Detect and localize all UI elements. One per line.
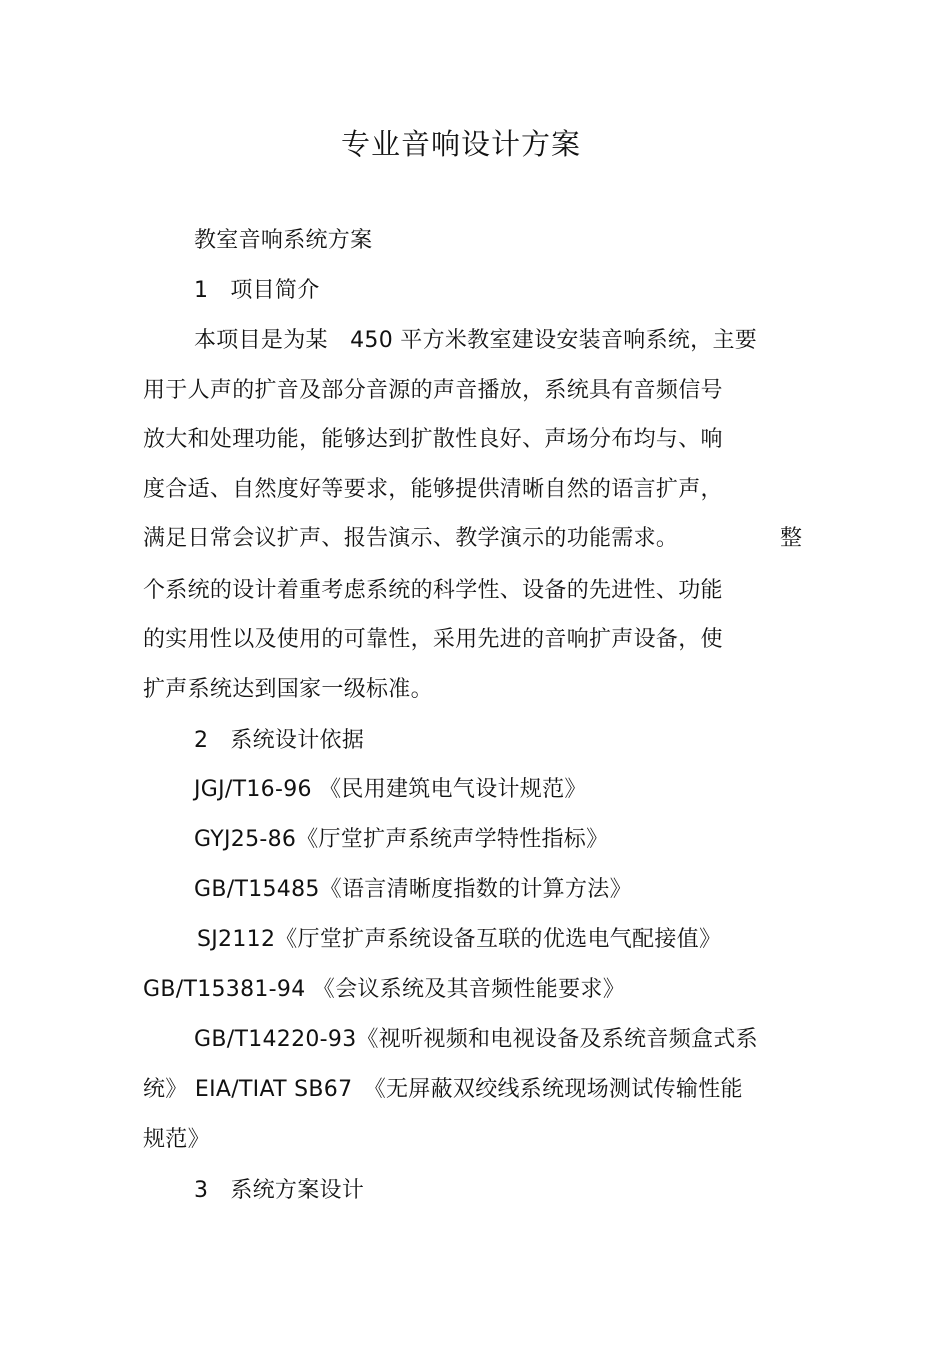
paragraph-line: 扩声系统达到国家一级标准。 xyxy=(143,677,433,702)
standard-item: GB/T14220-93《视听视频和电视设备及系统音频盒式系 xyxy=(194,1027,758,1052)
standard-item: GB/T15381-94 《会议系统及其音频性能要求》 xyxy=(143,977,626,1002)
section-heading-1 xyxy=(194,276,320,306)
standard-item: GB/T15485《语言清晰度指数的计算方法》 xyxy=(194,877,632,902)
standard-item: 统》 EIA/TIAT SB67 《无屏蔽双绞线系统现场测试传输性能 xyxy=(143,1077,743,1102)
section-heading-2 xyxy=(194,726,364,756)
standard-item: JGJ/T16-96 《民用建筑电气设计规范》 xyxy=(194,777,587,802)
section-heading-3 xyxy=(194,1176,364,1206)
section-title: 项目简介 xyxy=(230,278,320,303)
section-number: 1 xyxy=(194,278,209,303)
standard-item: SJ2112《厅堂扩声系统设备互联的优选电气配接值》 xyxy=(197,927,722,952)
section-number: 2 xyxy=(194,728,209,753)
section-title: 系统设计依据 xyxy=(230,728,365,753)
standard-item: GYJ25-86《厅堂扩声系统声学特性指标》 xyxy=(194,827,609,852)
paragraph-line: 用于人声的扩音及部分音源的声音播放，系统具有音频信号 xyxy=(143,378,723,403)
paragraph-line: 本项目是为某 450 平方米教室建设安装音响系统，主要 xyxy=(194,328,758,353)
paragraph-line: 放大和处理功能，能够达到扩散性良好、声场分布均与、响 xyxy=(143,427,723,452)
paragraph-line: 的实用性以及使用的可靠性，采用先进的音响扩声设备，使 xyxy=(143,627,723,652)
paragraph-line: 度合适、自然度好等要求，能够提供清晰自然的语言扩声， xyxy=(143,477,723,502)
standard-item: 规范》 xyxy=(143,1127,210,1152)
paragraph-line-tail: 整 xyxy=(780,526,803,551)
document-subtitle: 教室音响系统方案 xyxy=(194,228,373,253)
paragraph-line: 满足日常会议扩声、报告演示、教学演示的功能需求。 xyxy=(143,526,679,551)
paragraph-line: 个系统的设计着重考虑系统的科学性、设备的先进性、功能 xyxy=(143,578,723,603)
section-title: 系统方案设计 xyxy=(230,1178,365,1203)
document-title: 专业音响设计方案 xyxy=(340,127,581,161)
section-number: 3 xyxy=(194,1178,209,1203)
